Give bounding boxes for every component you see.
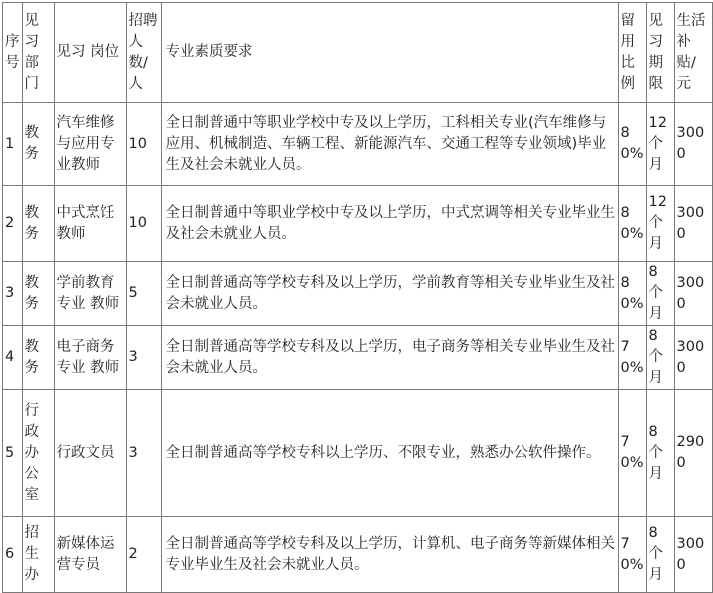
cell-position: 汽车维修与应用专业教师 [54,103,126,186]
cell-count: 10 [126,103,161,186]
cell-period: 12个月 [646,186,674,262]
cell-dept: 教务 [22,186,54,262]
table-header-row [3,3,713,103]
cell-retention: 70% [618,390,646,517]
table-row [3,103,713,186]
cell-period: 8个月 [646,326,674,390]
cell-subsidy: 3000 [674,103,712,186]
cell-subsidy: 2900 [674,390,712,517]
cell-retention: 70% [618,326,646,390]
cell-requirements: 全日制普通高等学校专科及以上学历，计算机、电子商务等新媒体相关专业毕业生及社会未就业人员。 [161,517,618,593]
cell-dept: 教务 [22,262,54,326]
cell-index: 2 [3,186,23,262]
cell-requirements: 全日制普通中等职业学校中专及以上学历，工科相关专业(汽车维修与应用、机械制造、车辆工程、新能源汽车、交通工程等专业领域)毕业生及社会未就业人员。 [161,103,618,186]
table-row [3,262,713,326]
table-row [3,517,713,593]
cell-requirements: 全日制普通高等学校专科及以上学历，学前教育等相关专业毕业生及社会未就业人员。 [161,262,618,326]
cell-position: 中式烹饪教师 [54,186,126,262]
header-retention: 留用比例 [618,3,646,103]
cell-dept: 教务 [22,326,54,390]
cell-position: 新媒体运营专员 [54,517,126,593]
cell-count: 3 [126,390,161,517]
cell-position: 学前教育专业 教师 [54,262,126,326]
cell-period: 8个月 [646,262,674,326]
header-count: 招聘人数/人 [126,3,161,103]
cell-requirements: 全日制普通高等学校专科及以上学历，电子商务等相关专业毕业生及社会未就业人员。 [161,326,618,390]
header-subsidy: 生活补贴/元 [674,3,712,103]
cell-dept: 教务 [22,103,54,186]
cell-index: 3 [3,262,23,326]
cell-dept: 招生办 [22,517,54,593]
cell-retention: 80% [618,186,646,262]
cell-retention: 70% [618,517,646,593]
cell-retention: 80% [618,262,646,326]
cell-dept: 行政办公室 [22,390,54,517]
table-row [3,186,713,262]
cell-index: 1 [3,103,23,186]
cell-subsidy: 3000 [674,262,712,326]
header-period: 见习期限 [646,3,674,103]
cell-period: 12个月 [646,103,674,186]
table-row [3,326,713,390]
cell-index: 4 [3,326,23,390]
cell-count: 10 [126,186,161,262]
header-dept: 见习部门 [22,3,54,103]
cell-subsidy: 3000 [674,326,712,390]
header-index: 序号 [3,3,23,103]
header-position: 见习 岗位 [54,3,126,103]
cell-subsidy: 3000 [674,517,712,593]
cell-subsidy: 3000 [674,186,712,262]
header-requirements: 专业素质要求 [161,3,618,103]
cell-requirements: 全日制普通中等职业学校中专及以上学历，中式烹调等相关专业毕业生及社会未就业人员。 [161,186,618,262]
cell-period: 8个月 [646,517,674,593]
cell-index: 5 [3,390,23,517]
cell-count: 3 [126,326,161,390]
cell-count: 2 [126,517,161,593]
cell-retention: 80% [618,103,646,186]
cell-position: 电子商务专业 教师 [54,326,126,390]
cell-period: 8个月 [646,390,674,517]
internship-positions-table [2,2,713,593]
cell-count: 5 [126,262,161,326]
table-row [3,390,713,517]
cell-requirements: 全日制普通高等学校专科以上学历、不限专业，熟悉办公软件操作。 [161,390,618,517]
cell-index: 6 [3,517,23,593]
cell-position: 行政文员 [54,390,126,517]
